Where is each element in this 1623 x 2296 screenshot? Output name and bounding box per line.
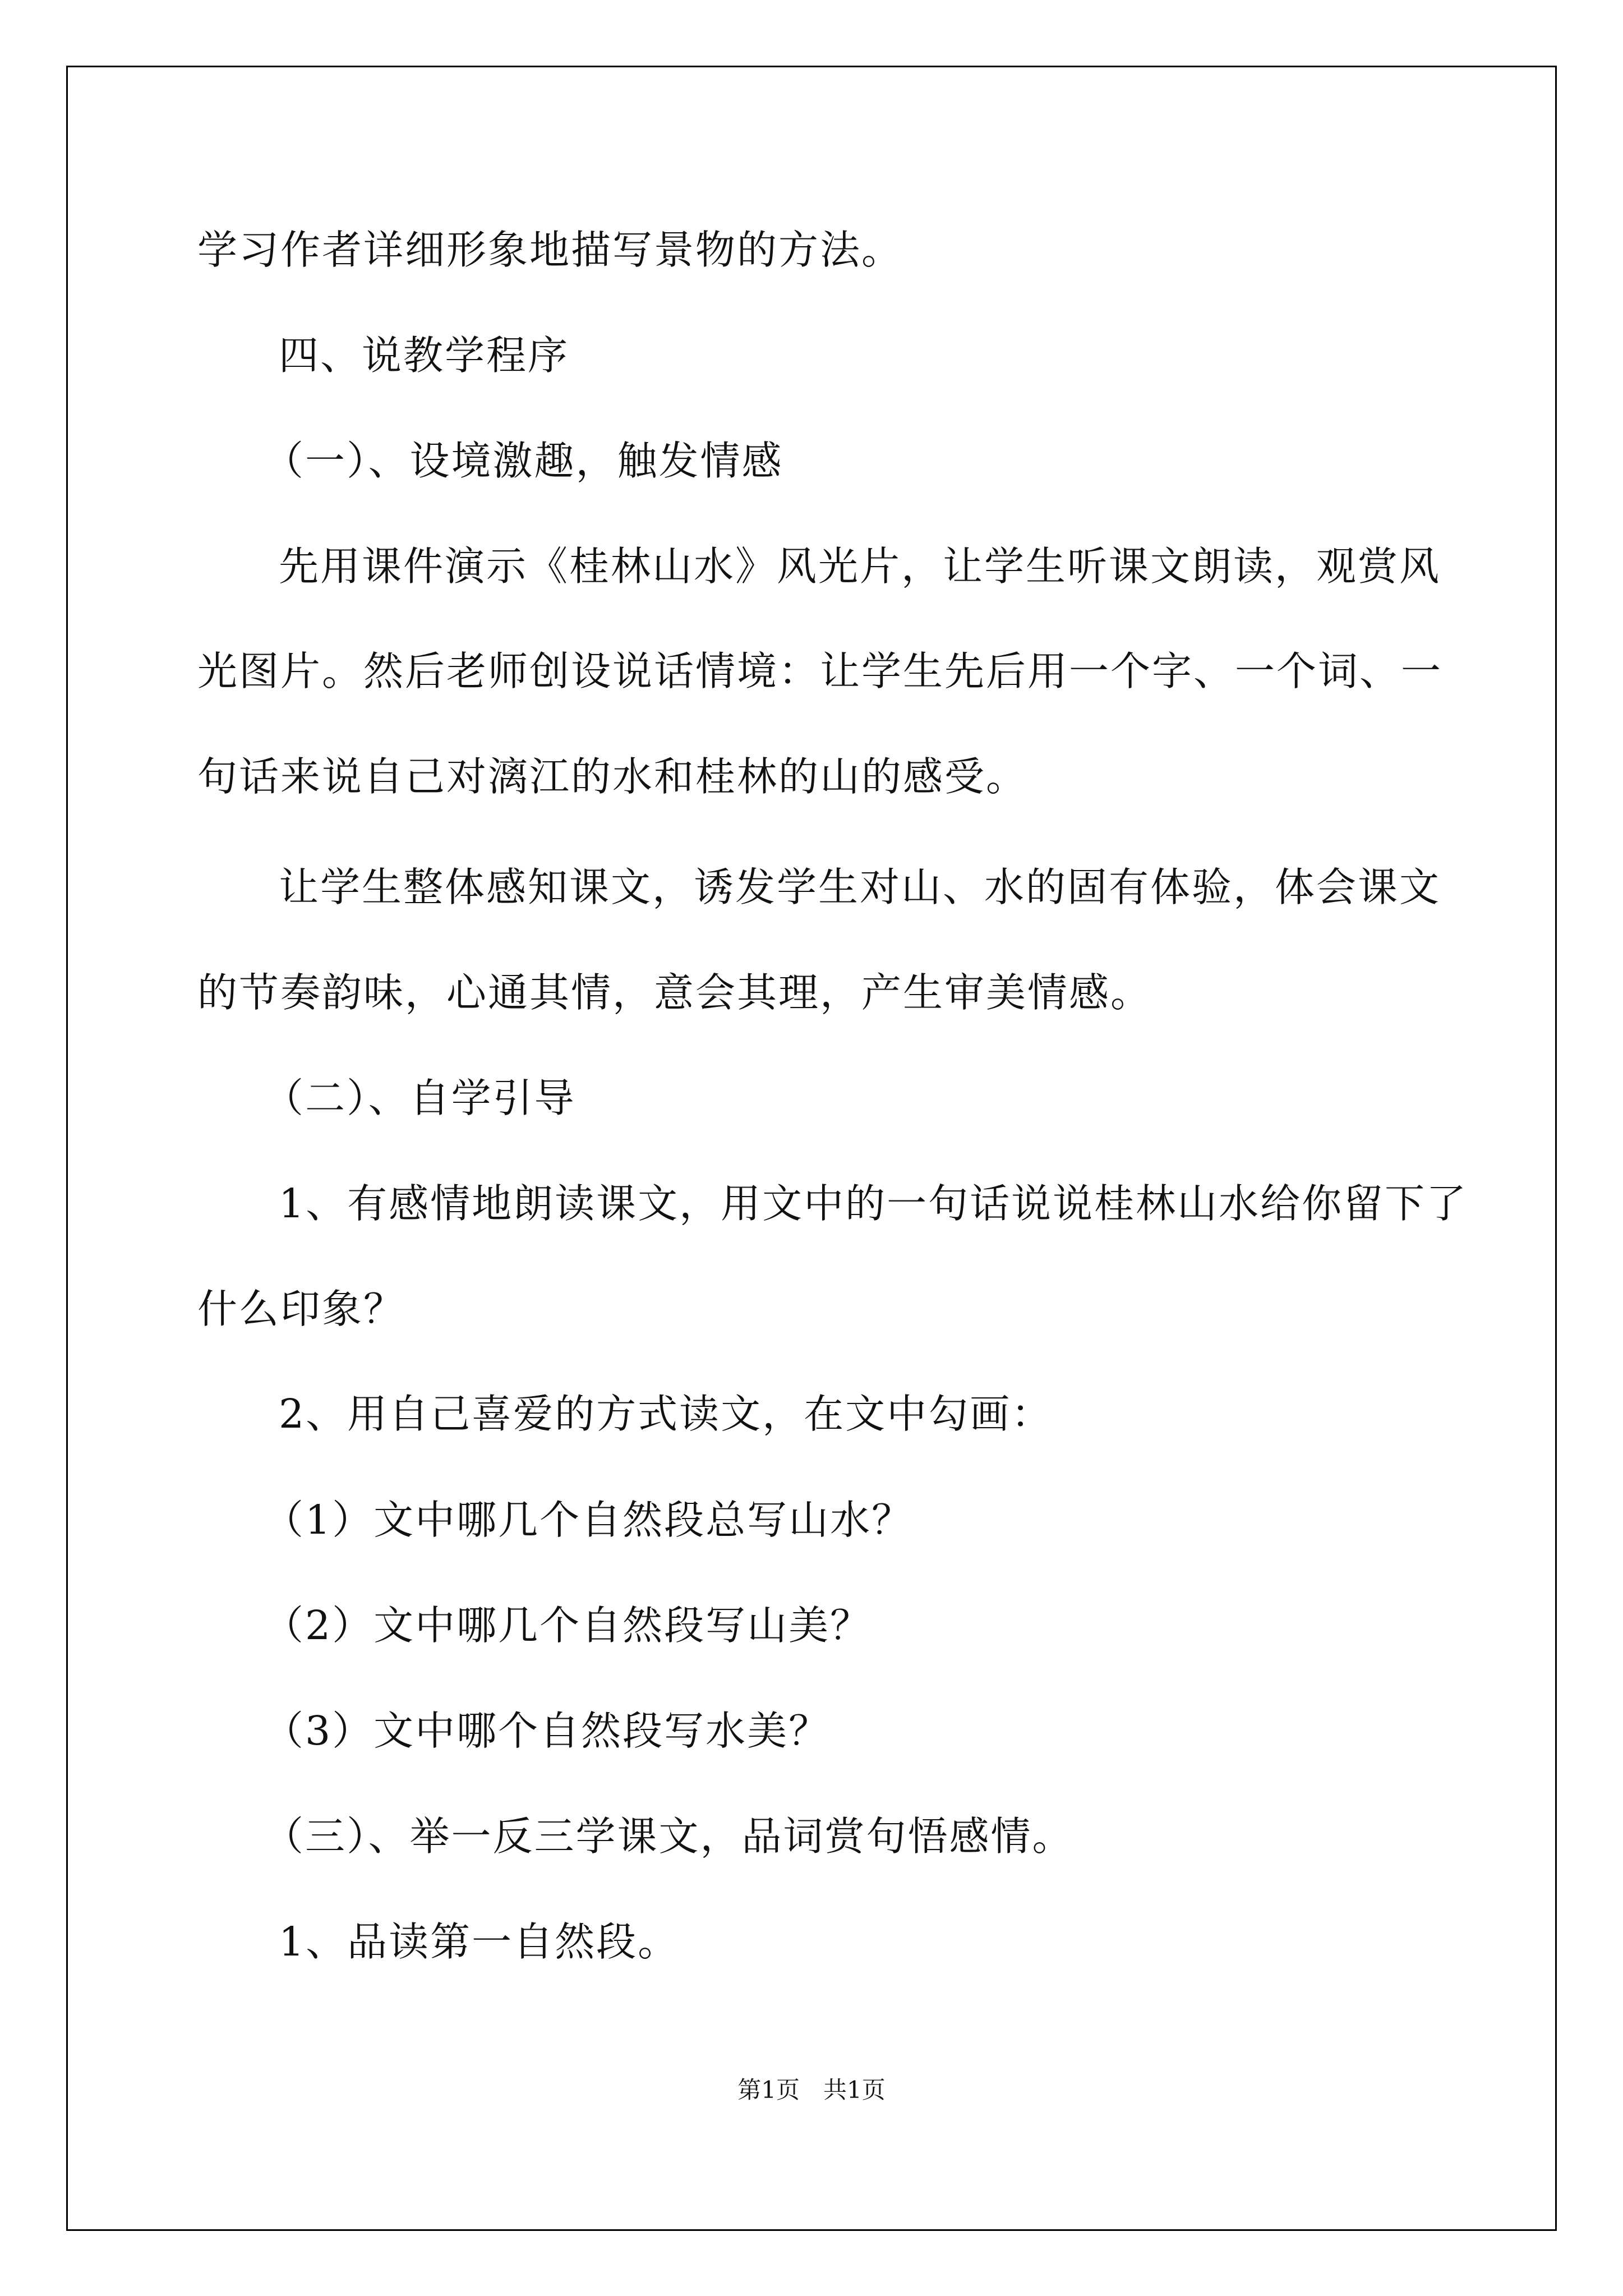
question-2: 2、用自己喜爱的方式读文，在文中勾画： xyxy=(279,1391,1053,1437)
page-border xyxy=(66,66,1557,2231)
paragraph-1-line-3: 句话来说自己对漓江的水和桂林的山的感受。 xyxy=(197,753,1028,800)
paragraph-2-line-1: 让学生整体感知课文，诱发学生对山、水的固有体验，体会课文 xyxy=(279,864,1441,910)
step-1: 1、品读第一自然段。 xyxy=(279,1918,680,1965)
sub-question-1: （1）文中哪几个自然段总写山水？ xyxy=(264,1497,914,1543)
text-line-1: 学习作者详细形象地描写景物的方法。 xyxy=(197,227,903,273)
sub-question-3: （3）文中哪个自然段写水美？ xyxy=(264,1708,831,1754)
paragraph-2-line-2: 的节奏韵味，心通其情，意会其理，产生审美情感。 xyxy=(197,969,1152,1016)
question-1-line-1: 1、有感情地朗读课文，用文中的一句话说说桂林山水给你留下了 xyxy=(279,1180,1468,1227)
subsection-heading-3: （三）、举一反三学课文，品词赏句悟感情。 xyxy=(264,1813,1074,1860)
paragraph-1-line-2: 光图片。然后老师创设说话情境：让学生先后用一个字、一个词、一 xyxy=(197,648,1443,694)
page-footer: 第1页 共1页 xyxy=(737,2076,886,2104)
question-1-line-2: 什么印象？ xyxy=(197,1286,405,1332)
subsection-heading-2: （二）、自学引导 xyxy=(264,1075,576,1121)
subsection-heading-1: （一）、设境激趣，触发情感 xyxy=(264,438,783,484)
section-heading: 四、说教学程序 xyxy=(279,332,570,379)
paragraph-1-line-1: 先用课件演示《桂林山水》风光片，让学生听课文朗读，观赏风 xyxy=(279,543,1441,590)
sub-question-2: （2）文中哪几个自然段写山美？ xyxy=(264,1602,872,1649)
